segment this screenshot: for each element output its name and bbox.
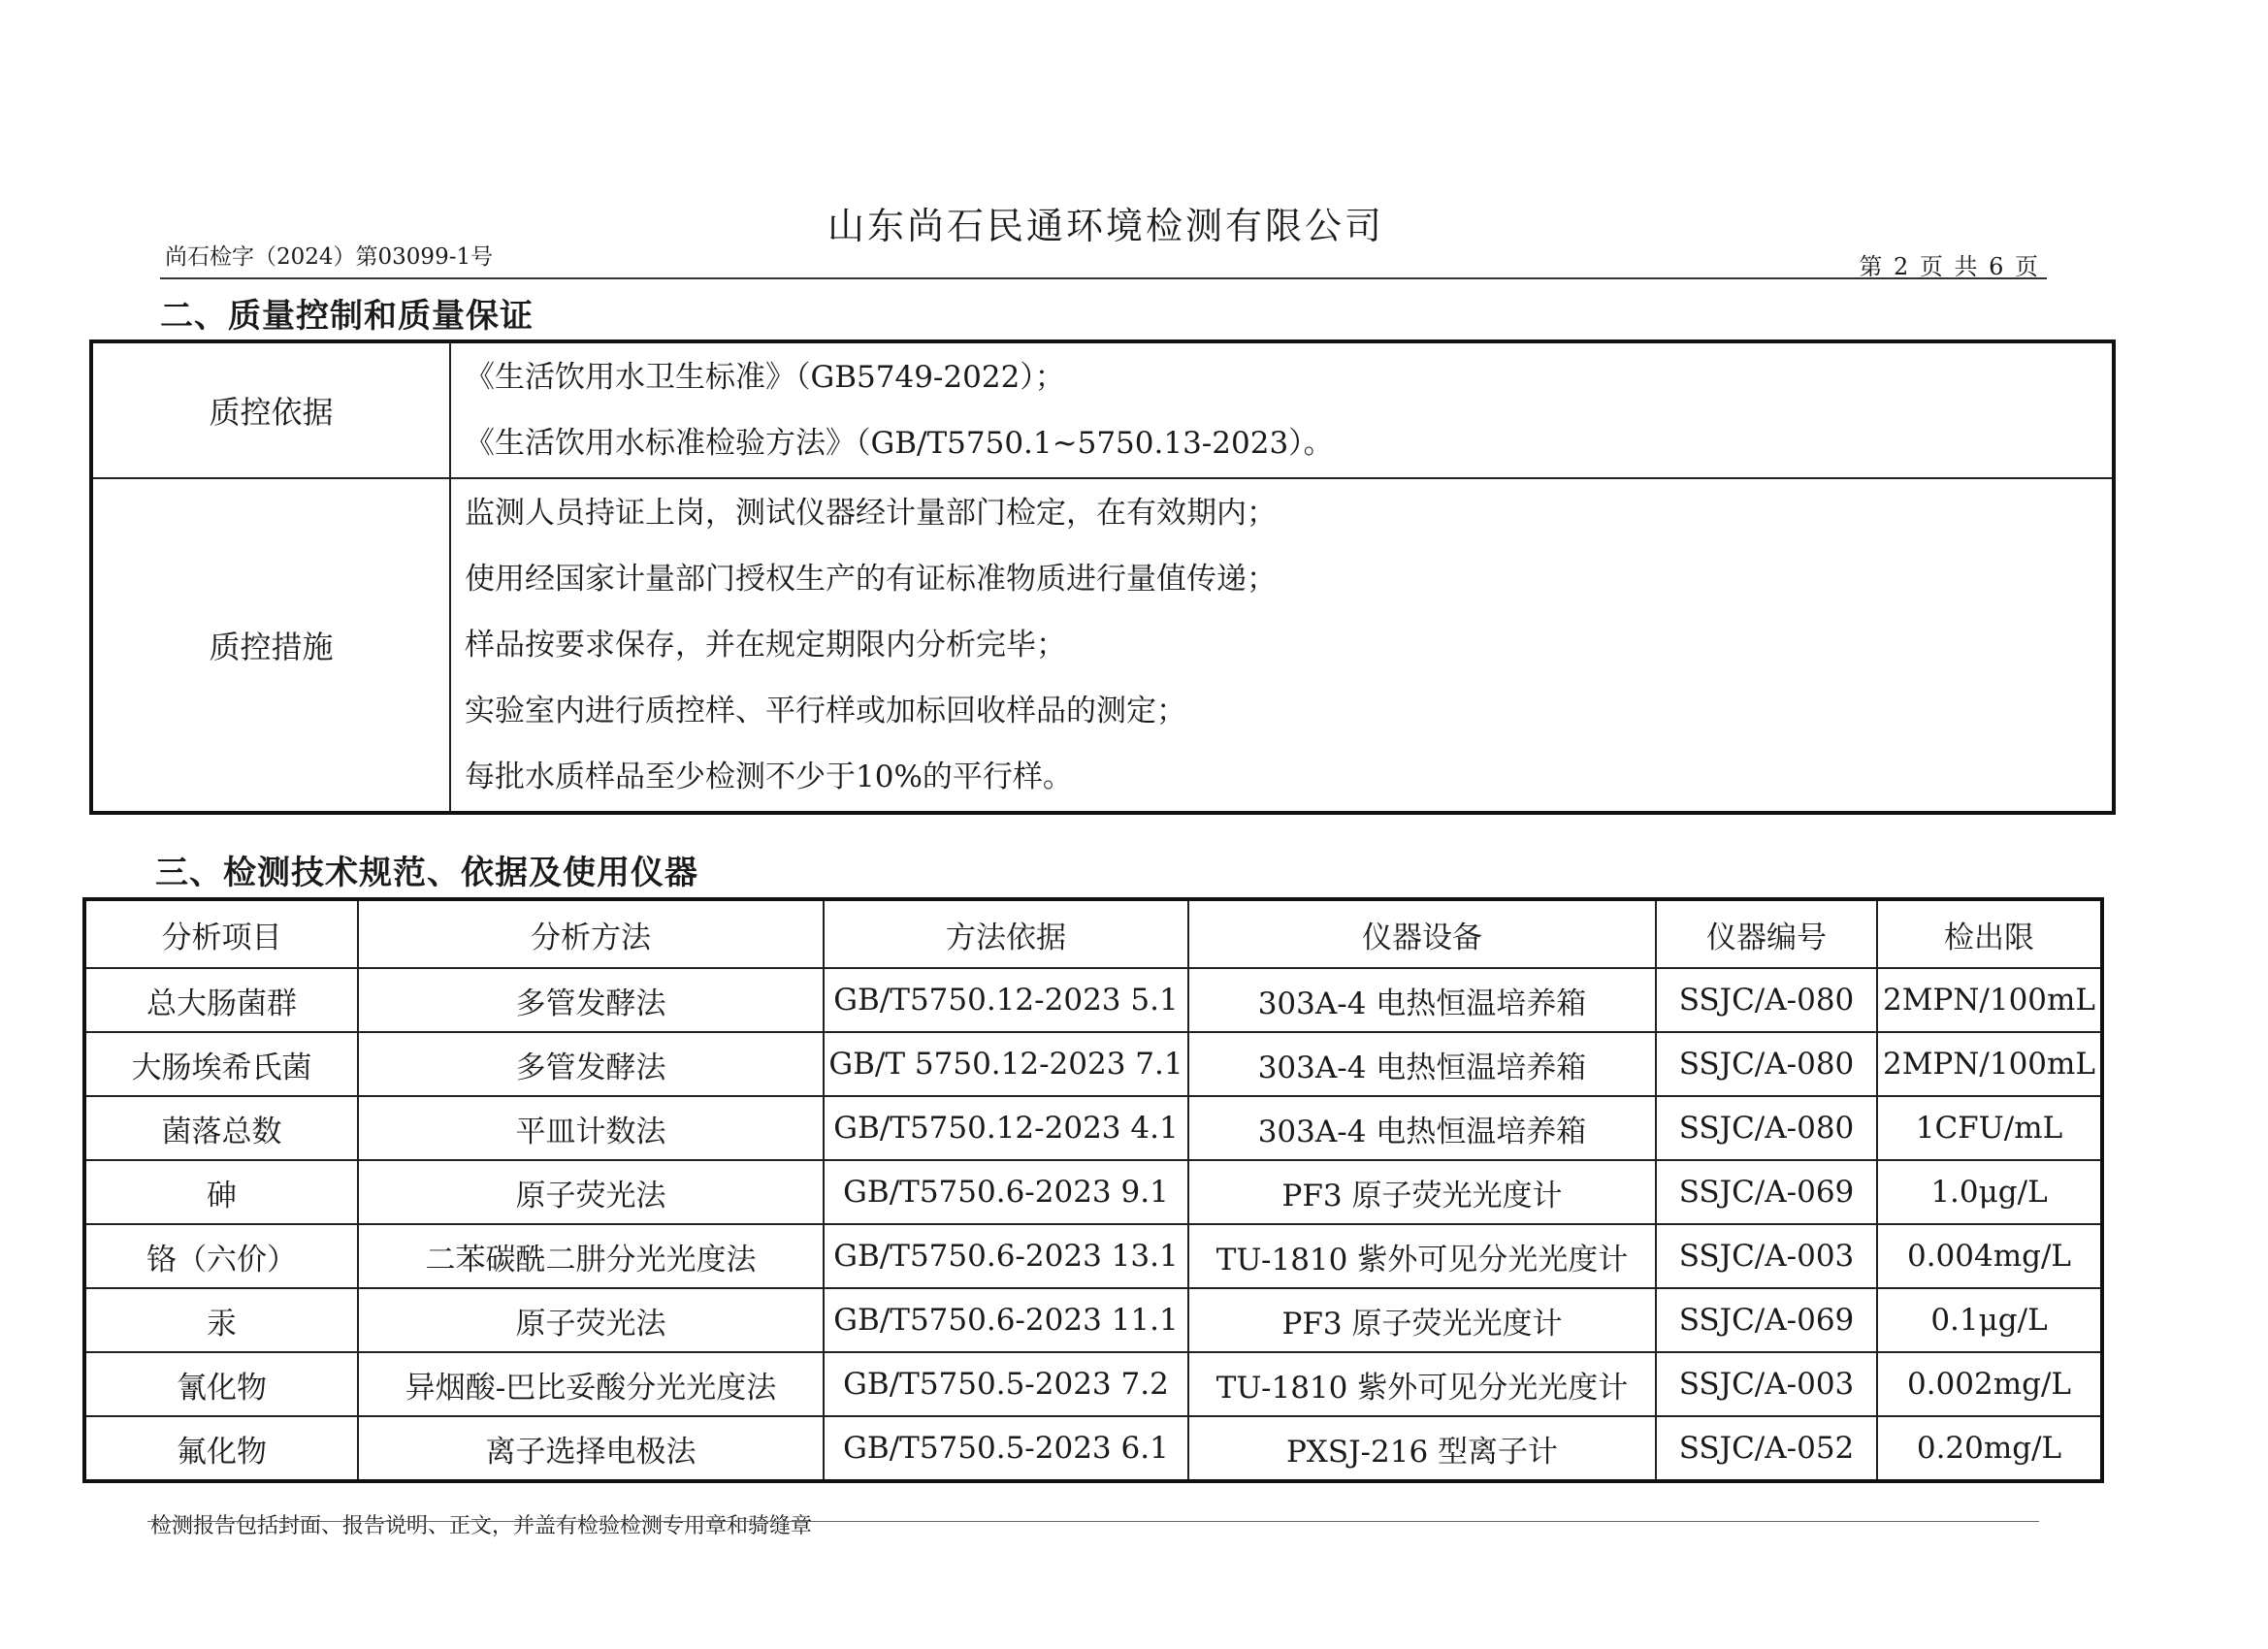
column-header: 分析项目 (84, 899, 358, 968)
analysis-method: 原子荧光法 (358, 1288, 824, 1352)
column-header: 仪器设备 (1188, 899, 1656, 968)
detection-limit: 1CFU/mL (1877, 1096, 2102, 1160)
detection-limit: 0.20mg/L (1877, 1416, 2102, 1481)
detection-limit: 1.0μg/L (1877, 1160, 2102, 1224)
analysis-method: 二苯碳酰二肼分光光度法 (358, 1224, 824, 1288)
table-row (84, 1160, 2102, 1224)
instrument-id: SSJC/A-080 (1656, 1096, 1877, 1160)
table-row (84, 1352, 2102, 1416)
analysis-method: 多管发酵法 (358, 1032, 824, 1096)
detection-limit: 0.004mg/L (1877, 1224, 2102, 1288)
qc-measure-line: 使用经国家计量部门授权生产的有证标准物质进行量值传递； (465, 562, 1277, 597)
method-basis: GB/T5750.6-2023 13.1 (824, 1224, 1188, 1288)
page-indicator: 第 2 页 共 6 页 (1859, 253, 2040, 280)
analysis-item: 大肠埃希氏菌 (84, 1032, 358, 1096)
instrument: PF3 原子荧光光度计 (1188, 1288, 1656, 1352)
table-row (84, 968, 2102, 1032)
analysis-method: 异烟酸-巴比妥酸分光光度法 (358, 1352, 824, 1416)
qc-basis-content (450, 341, 2114, 478)
footer-note: 检测报告包括封面、报告说明、正文，并盖有检验检测专用章和骑缝章 (150, 1514, 813, 1538)
qc-measure-line: 监测人员持证上岗，测试仪器经计量部门检定，在有效期内； (465, 496, 1277, 531)
instrument: 303A-4 电热恒温培养箱 (1188, 1096, 1656, 1160)
column-header: 仪器编号 (1656, 899, 1877, 968)
analysis-item: 菌落总数 (84, 1096, 358, 1160)
detection-limit: 2MPN/100mL (1877, 1032, 2102, 1096)
method-basis: GB/T5750.5-2023 6.1 (824, 1416, 1188, 1481)
analysis-item: 总大肠菌群 (84, 968, 358, 1032)
qc-row-basis (91, 341, 2114, 478)
analysis-item: 氰化物 (84, 1352, 358, 1416)
analysis-item: 砷 (84, 1160, 358, 1224)
instrument-id: SSJC/A-080 (1656, 1032, 1877, 1096)
qc-basis-line: 《生活饮用水卫生标准》（GB5749-2022）； (465, 360, 1065, 395)
section-2-title: 二、质量控制和质量保证 (160, 297, 534, 336)
analysis-item: 氟化物 (84, 1416, 358, 1481)
company-name: 山东尚石民通环境检测有限公司 (826, 205, 1384, 247)
header-divider (160, 277, 2047, 279)
table-row (84, 1096, 2102, 1160)
instrument: 303A-4 电热恒温培养箱 (1188, 968, 1656, 1032)
method-basis: GB/T 5750.12-2023 7.1 (824, 1032, 1188, 1096)
instrument-id: SSJC/A-069 (1656, 1288, 1877, 1352)
instrument-id: SSJC/A-003 (1656, 1352, 1877, 1416)
detection-limit: 0.002mg/L (1877, 1352, 2102, 1416)
qc-measures-content (450, 478, 2114, 813)
qc-measures-label: 质控措施 (91, 478, 450, 813)
instrument-id: SSJC/A-052 (1656, 1416, 1877, 1481)
method-basis: GB/T5750.6-2023 9.1 (824, 1160, 1188, 1224)
method-basis: GB/T5750.12-2023 4.1 (824, 1096, 1188, 1160)
qc-basis-label: 质控依据 (91, 341, 450, 478)
methods-instruments-table (82, 897, 2104, 1483)
qc-row-measures (91, 478, 2114, 813)
qc-measure-line: 实验室内进行质控样、平行样或加标回收样品的测定； (465, 694, 1186, 728)
analysis-item: 铬（六价） (84, 1224, 358, 1288)
instrument: TU-1810 紫外可见分光光度计 (1188, 1224, 1656, 1288)
table-row (84, 1416, 2102, 1481)
instrument-id: SSJC/A-003 (1656, 1224, 1877, 1288)
analysis-method: 离子选择电极法 (358, 1416, 824, 1481)
analysis-method: 平皿计数法 (358, 1096, 824, 1160)
instrument: TU-1810 紫外可见分光光度计 (1188, 1352, 1656, 1416)
instrument-id: SSJC/A-080 (1656, 968, 1877, 1032)
method-basis: GB/T5750.6-2023 11.1 (824, 1288, 1188, 1352)
detection-limit: 2MPN/100mL (1877, 968, 2102, 1032)
analysis-method: 原子荧光法 (358, 1160, 824, 1224)
table-row (84, 1288, 2102, 1352)
column-header: 分析方法 (358, 899, 824, 968)
column-header: 方法依据 (824, 899, 1188, 968)
qc-basis-line: 《生活饮用水标准检验方法》（GB/T5750.1~5750.13-2023）。 (465, 426, 1334, 461)
section-3-title: 三、检测技术规范、依据及使用仪器 (155, 854, 698, 892)
analysis-method: 多管发酵法 (358, 968, 824, 1032)
column-header: 检出限 (1877, 899, 2102, 968)
analysis-item: 汞 (84, 1288, 358, 1352)
detection-limit: 0.1μg/L (1877, 1288, 2102, 1352)
table-row (84, 1032, 2102, 1096)
instrument-id: SSJC/A-069 (1656, 1160, 1877, 1224)
method-basis: GB/T5750.5-2023 7.2 (824, 1352, 1188, 1416)
qc-measure-line: 每批水质样品至少检测不少于10%的平行样。 (465, 760, 1073, 794)
instrument: PXSJ-216 型离子计 (1188, 1416, 1656, 1481)
table-row (84, 1224, 2102, 1288)
table-header-row (84, 899, 2102, 968)
method-basis: GB/T5750.12-2023 5.1 (824, 968, 1188, 1032)
quality-control-table (89, 340, 2116, 815)
instrument: 303A-4 电热恒温培养箱 (1188, 1032, 1656, 1096)
qc-measure-line: 样品按要求保存，并在规定期限内分析完毕； (465, 628, 1066, 663)
instrument: PF3 原子荧光光度计 (1188, 1160, 1656, 1224)
footer-divider (147, 1521, 2039, 1522)
document-number: 尚石检字（2024）第03099-1号 (165, 244, 494, 270)
